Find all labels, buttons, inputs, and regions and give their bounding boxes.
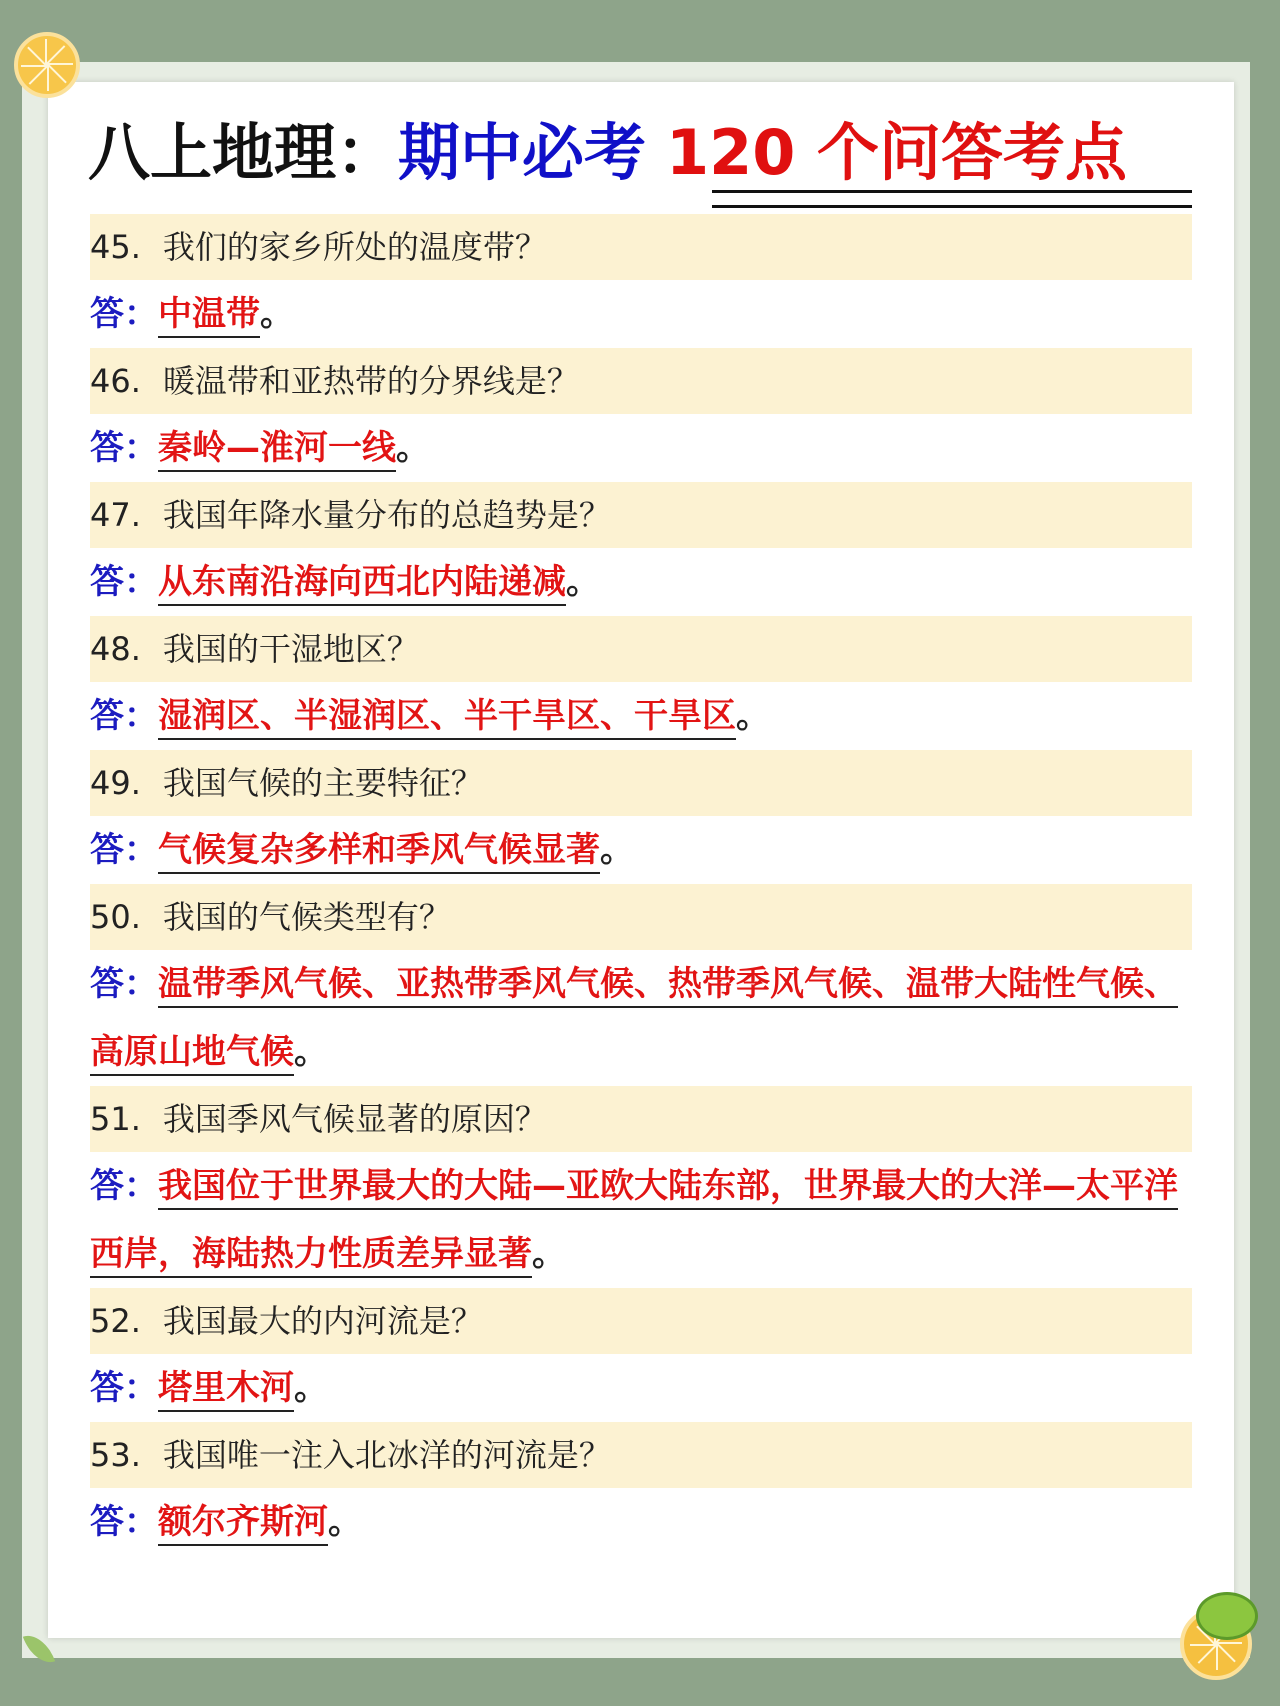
title-subject: 八上地理： xyxy=(88,116,399,189)
question-row xyxy=(90,1422,1192,1488)
lemon-segment xyxy=(1216,1644,1218,1670)
question-number: 49. xyxy=(90,764,141,802)
answer-text: 我国位于世界最大的大陆—亚欧大陆东部，世界最大的大洋—太平洋西岸，海陆热力性质差异显著 xyxy=(90,1166,1178,1278)
answer-row xyxy=(90,414,1192,482)
question-number: 46. xyxy=(90,362,141,400)
question-number: 50. xyxy=(90,898,141,936)
question-row xyxy=(90,616,1192,682)
lime-icon xyxy=(1196,1592,1258,1640)
answer-label: 答： xyxy=(90,964,158,1004)
answer-period: 。 xyxy=(736,696,770,736)
answer-text: 中温带 xyxy=(158,294,260,338)
title-exam: 期中必考 xyxy=(398,116,647,189)
answer-period: 。 xyxy=(532,1234,566,1274)
answer-row xyxy=(90,950,1192,1086)
answer-period: 。 xyxy=(566,562,600,602)
lemon-segment xyxy=(21,65,47,67)
question-row xyxy=(90,482,1192,548)
question-number: 47. xyxy=(90,496,141,534)
answer-label: 答： xyxy=(90,294,158,334)
answer-label: 答： xyxy=(90,562,158,602)
question-number: 51. xyxy=(90,1100,141,1138)
answer-label: 答： xyxy=(90,1502,158,1542)
question-text: 我国气候的主要特征？ xyxy=(162,764,483,802)
question-number: 53. xyxy=(90,1436,141,1474)
lemon-slice-icon xyxy=(14,32,80,98)
lemon-segment xyxy=(1216,1642,1242,1644)
answer-text: 温带季风气候、亚热带季风气候、热带季风气候、温带大陆性气候、高原山地气候 xyxy=(90,964,1178,1076)
question-text: 我国唯一注入北冰洋的河流是？ xyxy=(162,1436,611,1474)
answer-text: 气候复杂多样和季风气候显著 xyxy=(158,830,600,874)
question-row xyxy=(90,1288,1192,1354)
lemon-segment xyxy=(1198,1644,1218,1664)
lemon-segment xyxy=(47,65,49,91)
question-text: 我国的气候类型有？ xyxy=(162,898,451,936)
answer-label: 答： xyxy=(90,830,158,870)
answer-label: 答： xyxy=(90,428,158,468)
lemon-segment xyxy=(1216,1643,1236,1663)
answer-row xyxy=(90,1354,1192,1422)
answer-text: 湿润区、半湿润区、半干旱区、干旱区 xyxy=(158,696,736,740)
answer-period: 。 xyxy=(294,1032,328,1072)
title-underline xyxy=(712,190,1192,208)
answer-period: 。 xyxy=(260,294,294,334)
answer-label: 答： xyxy=(90,1368,158,1408)
question-text: 我们的家乡所处的温度带？ xyxy=(162,228,547,266)
question-text: 我国的干湿地区？ xyxy=(162,630,419,668)
answer-text: 从东南沿海向西北内陆递减 xyxy=(158,562,566,606)
question-row xyxy=(90,750,1192,816)
question-text: 我国年降水量分布的总趋势是？ xyxy=(162,496,611,534)
answer-period: 。 xyxy=(328,1502,362,1542)
answer-text: 额尔齐斯河 xyxy=(158,1502,328,1546)
question-number: 48. xyxy=(90,630,141,668)
lemon-segment xyxy=(1190,1644,1216,1646)
lemon-segment xyxy=(47,64,67,84)
question-row xyxy=(90,214,1192,280)
answer-row xyxy=(90,682,1192,750)
answer-period: 。 xyxy=(396,428,430,468)
page-title xyxy=(88,112,1127,194)
answer-label: 答： xyxy=(90,1166,158,1206)
answer-text: 塔里木河 xyxy=(158,1368,294,1412)
question-text: 我国最大的内河流是？ xyxy=(162,1302,483,1340)
question-text: 暖温带和亚热带的分界线是？ xyxy=(162,362,579,400)
answer-row xyxy=(90,1488,1192,1556)
answer-label: 答： xyxy=(90,696,158,736)
answer-row xyxy=(90,548,1192,616)
answer-period: 。 xyxy=(294,1368,328,1408)
title-count: 120 个问答考点 xyxy=(666,116,1128,189)
answer-period: 。 xyxy=(600,830,634,870)
answer-row xyxy=(90,280,1192,348)
question-row xyxy=(90,1086,1192,1152)
question-text: 我国季风气候显著的原因？ xyxy=(162,1100,547,1138)
answer-text: 秦岭—淮河一线 xyxy=(158,428,396,472)
answer-row xyxy=(90,1152,1192,1288)
lemon-segment xyxy=(47,63,73,65)
lemon-segment xyxy=(29,65,49,85)
question-number: 45. xyxy=(90,228,141,266)
qa-list xyxy=(90,214,1192,1556)
answer-row xyxy=(90,816,1192,884)
question-number: 52. xyxy=(90,1302,141,1340)
question-row xyxy=(90,348,1192,414)
question-row xyxy=(90,884,1192,950)
